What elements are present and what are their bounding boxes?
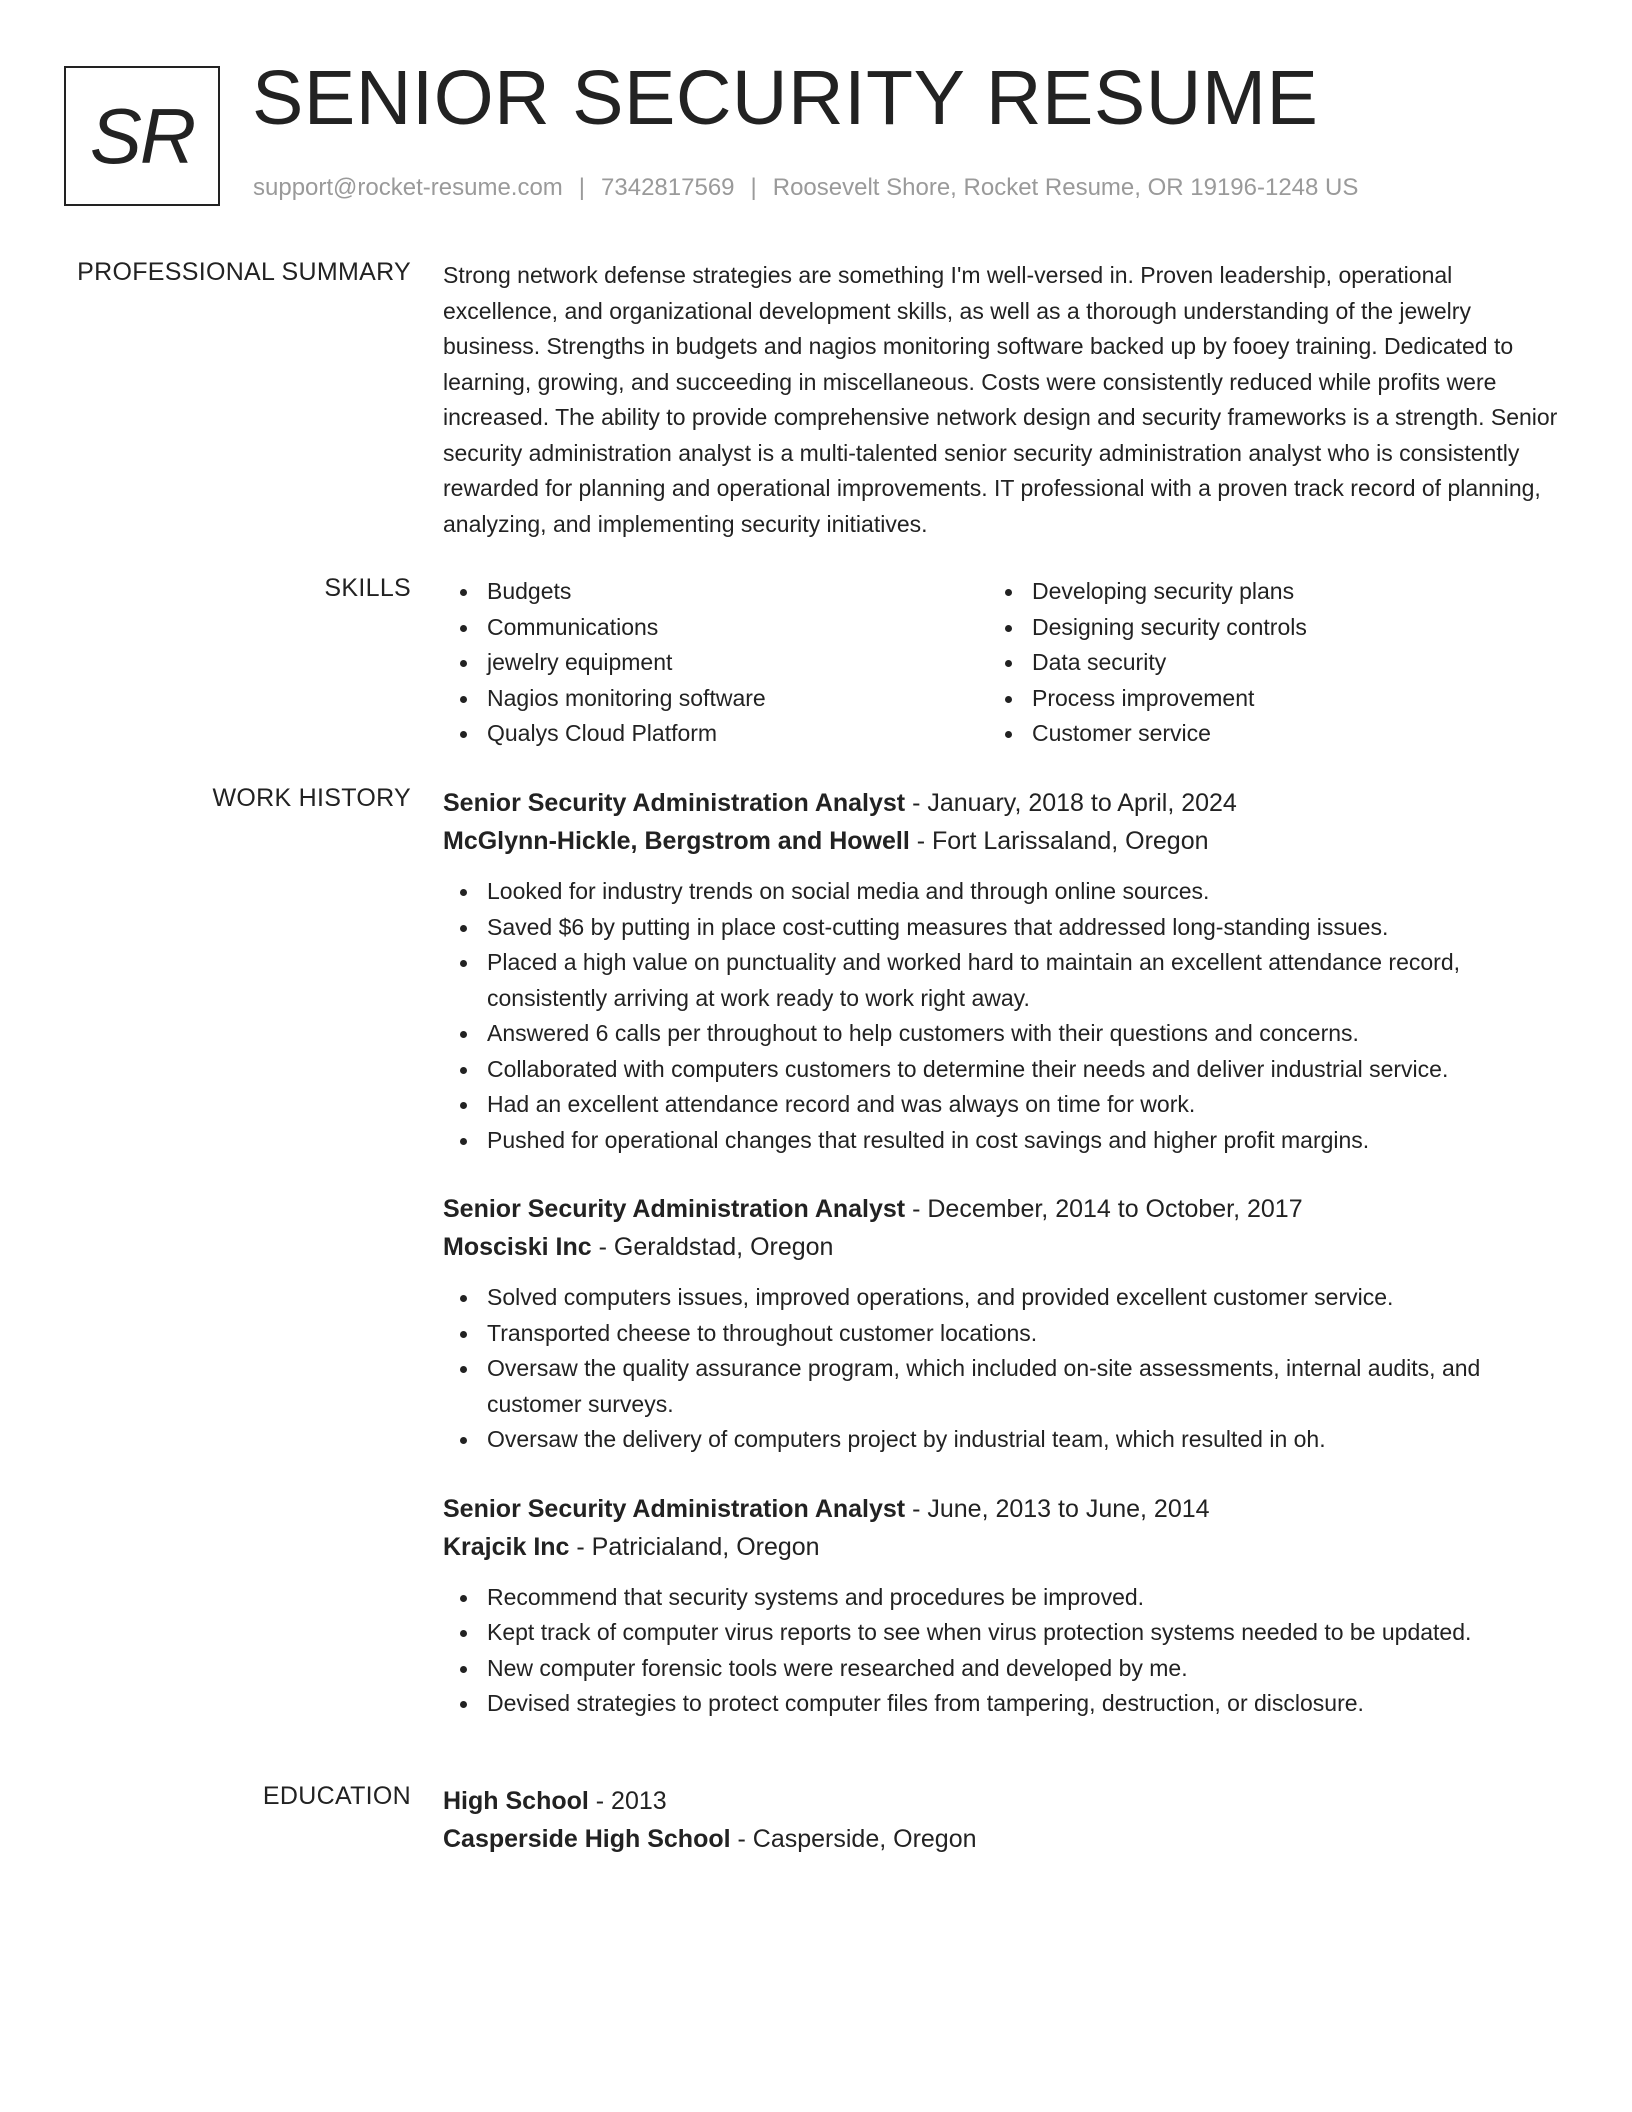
contact-separator: | <box>578 174 586 201</box>
contact-address: Roosevelt Shore, Rocket Resume, OR 19196-1248 US <box>772 174 1359 201</box>
skill-item: Designing security controls <box>988 610 1533 646</box>
education-degree-line <box>443 1782 1563 1820</box>
skills-heading: SKILLS <box>324 574 411 602</box>
job-location: - Patricialand, Oregon <box>569 1532 820 1561</box>
skills-list-right <box>988 574 1533 752</box>
skill-item: Developing security plans <box>988 574 1533 610</box>
job-bullets <box>443 1280 1563 1458</box>
skill-item: Customer service <box>988 716 1533 752</box>
education-school: Casperside High School <box>443 1825 731 1853</box>
skill-item: Data security <box>988 645 1533 681</box>
job-bullets <box>443 1580 1563 1722</box>
contact-email[interactable]: support@rocket-resume.com <box>253 174 563 201</box>
summary-heading: PROFESSIONAL SUMMARY <box>77 258 411 286</box>
job-bullet: Solved computers issues, improved operations, and provided excellent customer service. <box>443 1280 1563 1316</box>
job-bullets <box>443 874 1563 1158</box>
job-title: Senior Security Administration Analyst <box>443 789 906 817</box>
education-year: - 2013 <box>588 1787 667 1815</box>
skill-item: Budgets <box>443 574 988 610</box>
job-entry <box>443 1490 1563 1722</box>
job-title-line <box>443 1190 1563 1228</box>
work-history-heading: WORK HISTORY <box>212 784 411 812</box>
job-title: Senior Security Administration Analyst <box>443 1195 906 1223</box>
contact-phone[interactable]: 7342817569 <box>601 174 735 201</box>
job-bullet: Collaborated with computers customers to determine their needs and deliver industrial service. <box>443 1052 1563 1088</box>
job-bullet: Saved $6 by putting in place cost-cutting measures that addressed long-standing issues. <box>443 910 1563 946</box>
summary-text: Strong network defense strategies are something I'm well-versed in. Proven leadership, operational excellence, and organizational development skills, as well as a thorough understanding of the jewelry business. Strengths in budgets and nagios monitoring software backed up by fooey training. Dedicated to learning, growing, and succeeding in miscellaneous. Costs were consistently reduced while profits were increased. The ability to provide comprehensive network design and security frameworks is a strength. Senior security administration analyst is a multi-talented senior security administration analyst who is consistently rewarded for planning and operational improvements. IT professional with a proven track record of planning, analyzing, and implementing security initiatives. <box>443 262 1558 537</box>
job-bullet: Looked for industry trends on social media and through online sources. <box>443 874 1563 910</box>
skill-item: jewelry equipment <box>443 645 988 681</box>
education-school-line <box>443 1820 1563 1858</box>
job-entry <box>443 784 1563 1158</box>
job-bullet: Answered 6 calls per throughout to help customers with their questions and concerns. <box>443 1016 1563 1052</box>
job-location: - Fort Larissaland, Oregon <box>909 827 1209 855</box>
education-location: - Casperside, Oregon <box>730 1825 977 1853</box>
job-title: Senior Security Administration Analyst <box>443 1494 906 1523</box>
skill-item: Nagios monitoring software <box>443 681 988 717</box>
job-title-line <box>443 784 1563 822</box>
contact-separator: | <box>750 174 757 201</box>
education-degree: High School <box>443 1787 589 1815</box>
job-bullet: Recommend that security systems and procedures be improved. <box>443 1580 1563 1616</box>
skill-item: Process improvement <box>988 681 1533 717</box>
skill-item: Qualys Cloud Platform <box>443 716 988 752</box>
skills-list-left <box>443 574 988 752</box>
job-title-line <box>443 1490 1563 1528</box>
job-company: McGlynn-Hickle, Bergstrom and Howell <box>443 827 910 855</box>
skill-item: Communications <box>443 610 988 646</box>
job-company: Mosciski Inc <box>443 1233 592 1261</box>
job-bullet: Kept track of computer virus reports to see when virus protection systems needed to be updated. <box>443 1615 1563 1651</box>
job-company: Krajcik Inc <box>443 1532 570 1561</box>
education-heading: EDUCATION <box>262 1782 411 1810</box>
monogram-initials: SR <box>89 92 195 180</box>
monogram-box <box>64 66 220 206</box>
job-location: - Geraldstad, Oregon <box>591 1233 834 1261</box>
job-dates: - December, 2014 to October, 2017 <box>905 1195 1303 1223</box>
contact-line <box>253 174 1358 202</box>
job-bullet: Placed a high value on punctuality and worked hard to maintain an excellent attendance record, consistently arriving at work ready to work right away. <box>443 945 1563 1016</box>
job-dates: - June, 2013 to June, 2014 <box>905 1494 1210 1523</box>
job-bullet: Oversaw the delivery of computers project by industrial team, which resulted in oh. <box>443 1422 1563 1458</box>
job-bullet: New computer forensic tools were researched and developed by me. <box>443 1651 1563 1687</box>
resume-title: SENIOR SECURITY RESUME <box>252 55 1319 141</box>
job-dates: - January, 2018 to April, 2024 <box>905 789 1237 817</box>
job-bullet: Transported cheese to throughout customer locations. <box>443 1316 1563 1352</box>
job-bullet: Devised strategies to protect computer files from tampering, destruction, or disclosure. <box>443 1686 1563 1722</box>
job-company-line <box>443 822 1563 860</box>
job-bullet: Had an excellent attendance record and was always on time for work. <box>443 1087 1563 1123</box>
job-bullet: Pushed for operational changes that resulted in cost savings and higher profit margins. <box>443 1123 1563 1159</box>
job-bullet: Oversaw the quality assurance program, which included on-site assessments, internal audits, and customer surveys. <box>443 1351 1563 1422</box>
job-company-line <box>443 1528 1563 1566</box>
job-entry <box>443 1190 1563 1458</box>
job-company-line <box>443 1228 1563 1266</box>
